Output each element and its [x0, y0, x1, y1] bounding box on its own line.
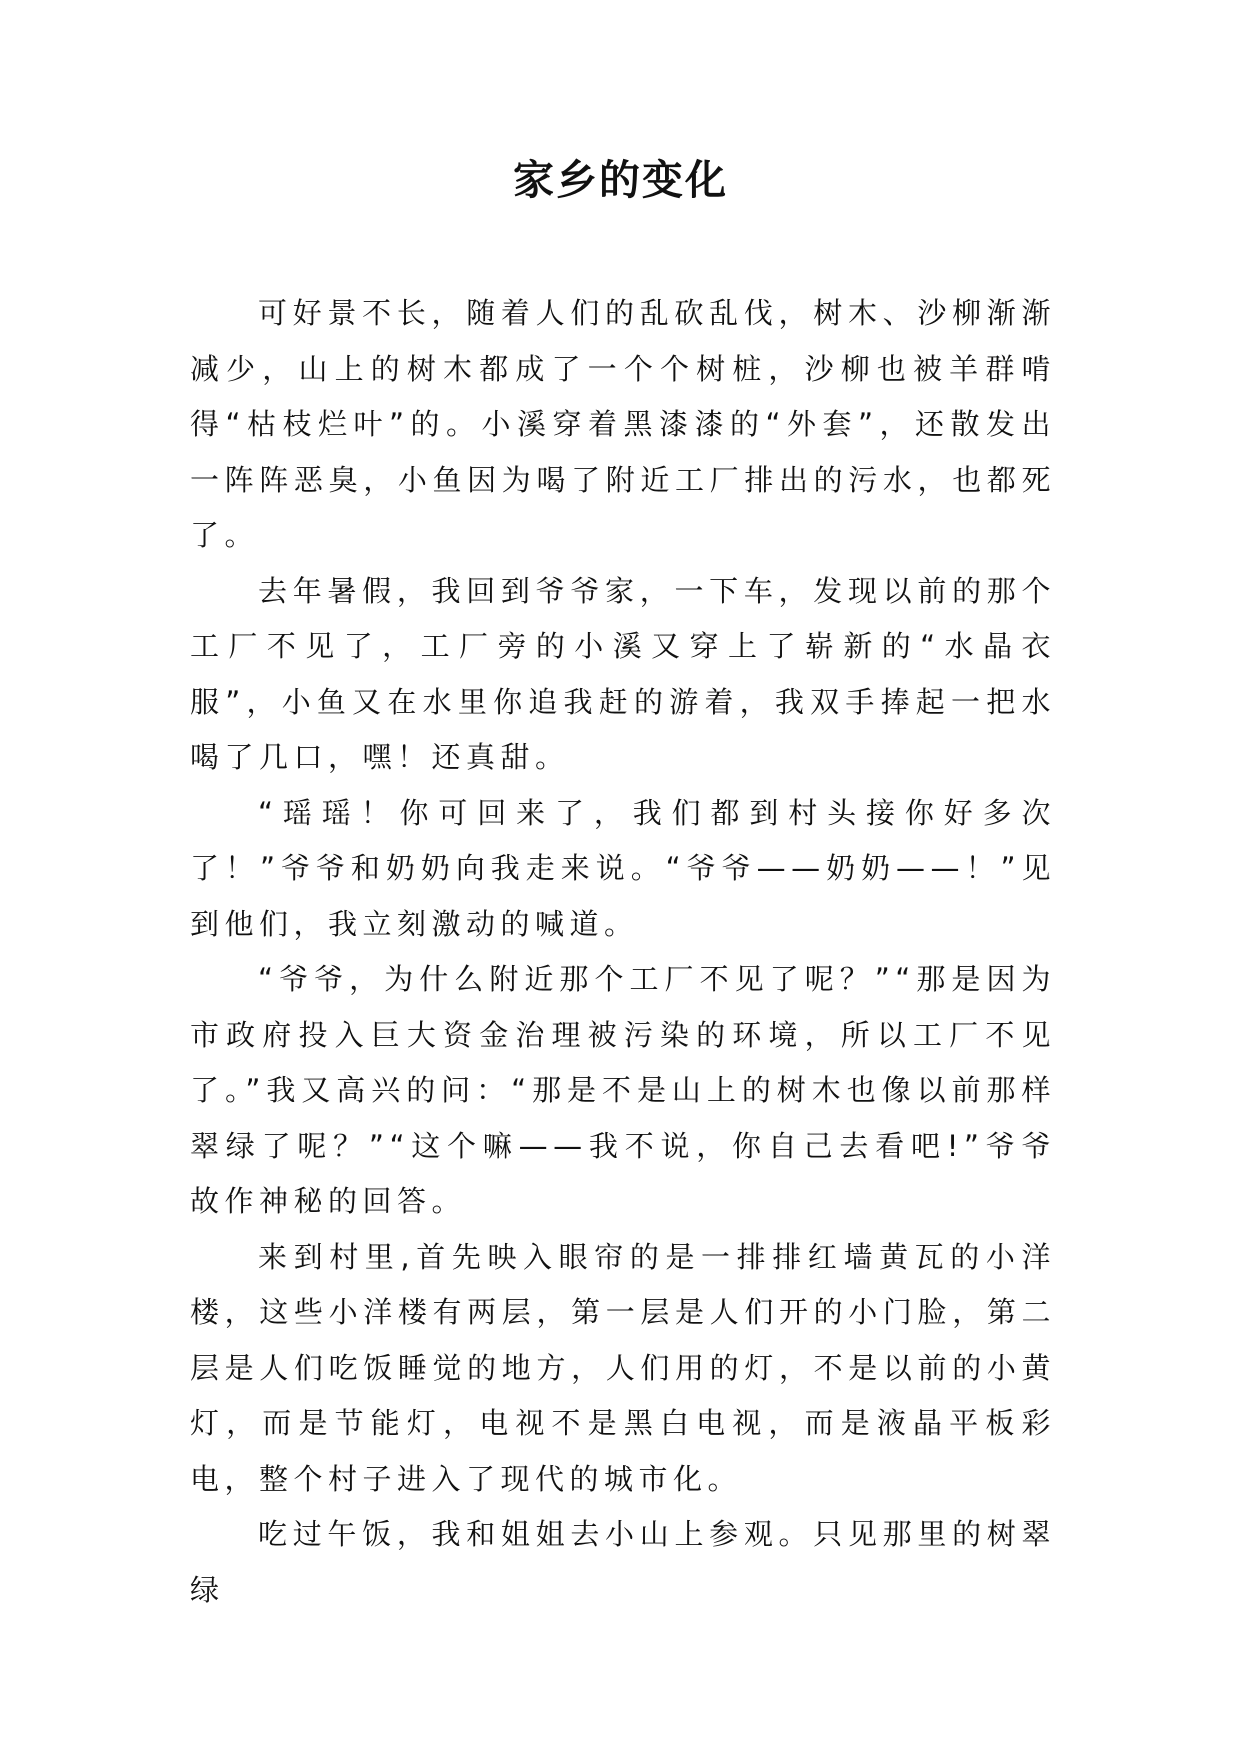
document-title: 家乡的变化	[513, 156, 728, 204]
paragraph: “爷爷，为什么附近那个工厂不见了呢？”“那是因为市政府投入巨大资金治理被污染的环境，所以工厂不见了。”我又高兴的问：“那是不是山上的树木也像以前那样翠绿了呢？”“这个嘛——我不说，你自己去看吧!”爷爷故作神秘的回答。	[190, 962, 1056, 1218]
paragraph: 来到村里,首先映入眼帘的是一排排红墙黄瓦的小洋楼，这些小洋楼有两层，第一层是人们开的小门脸，第二层是人们吃饭睡觉的地方，人们用的灯，不是以前的小黄灯，而是节能灯，电视不是黑白电视，而是液晶平板彩电，整个村子进入了现代的城市化。	[190, 1239, 1056, 1496]
document-body	[190, 286, 1056, 1618]
paragraph: 可好景不长，随着人们的乱砍乱伐，树木、沙柳渐渐减少，山上的树木都成了一个个树桩，沙柳也被羊群啃得“枯枝烂叶”的。小溪穿着黑漆漆的“外套”，还散发出一阵阵恶臭，小鱼因为喝了附近工厂排出的污水，也都死了。	[190, 296, 1056, 552]
paragraph: “瑶瑶！你可回来了，我们都到村头接你好多次了！”爷爷和奶奶向我走来说。“爷爷——奶奶——！”见到他们，我立刻激动的喊道。	[190, 795, 1056, 941]
paragraph: 去年暑假，我回到爷爷家，一下车，发现以前的那个工厂不见了，工厂旁的小溪又穿上了崭新的“水晶衣服”，小鱼又在水里你追我赶的游着，我双手捧起一把水喝了几口，嘿！还真甜。	[190, 573, 1056, 774]
paragraph: 吃过午饭，我和姐姐去小山上参观。只见那里的树翠绿	[190, 1517, 1056, 1607]
